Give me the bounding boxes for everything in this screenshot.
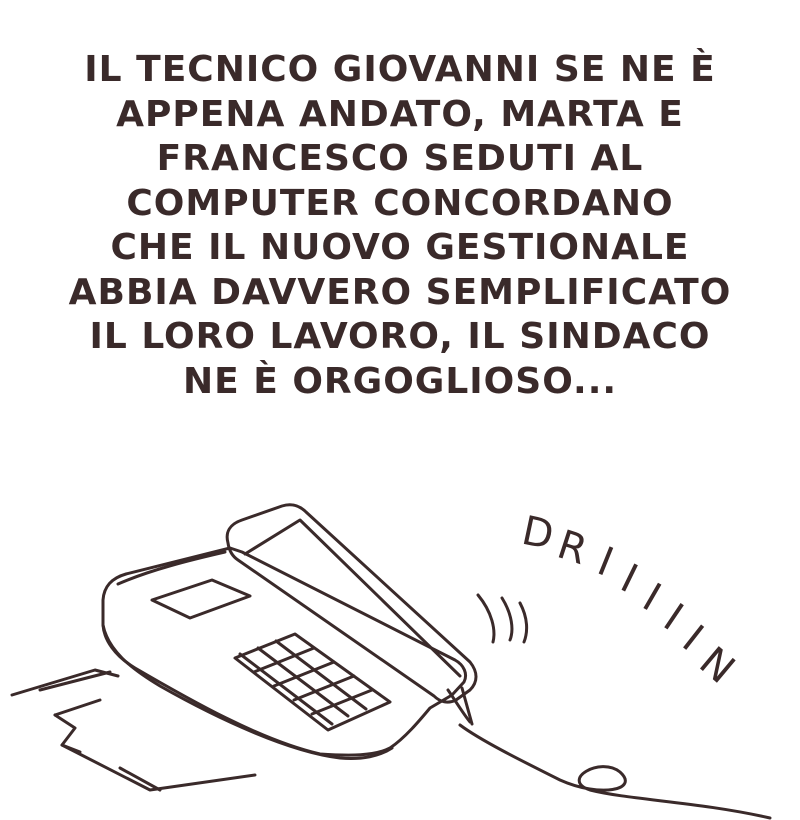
caption-line: ABBIA DAVVERO SEMPLIFICATO [68, 271, 732, 313]
phone-base [103, 548, 466, 759]
sfx-letter: R [551, 521, 593, 575]
caption-line: IL LORO LAVORO, IL SINDACO [89, 316, 711, 357]
phone-cord [448, 688, 770, 818]
vibration-marks [478, 595, 527, 642]
caption-box [40, 48, 760, 404]
caption-line: NE È ORGOGLIOSO... [182, 360, 618, 402]
sfx-letter: I [655, 595, 691, 640]
caption-line: IL TECNICO GIOVANNI SE NE È [84, 49, 716, 90]
sfx-letter: I [673, 616, 712, 661]
caption-line: COMPUTER CONCORDANO [126, 182, 674, 224]
ringing-phone-illustration [0, 480, 800, 820]
sfx-letter: N [690, 638, 744, 693]
sfx-letter: D [517, 507, 558, 560]
sfx-letter: I [591, 538, 620, 586]
sfx-letter: I [635, 574, 669, 621]
caption-line: APPENA ANDATO, MARTA E [116, 93, 684, 135]
caption-line: CHE IL NUOVO GESTIONALE [110, 227, 690, 268]
caption-line: FRANCESCO SEDUTI AL [156, 138, 644, 179]
sfx-letter: I [613, 555, 645, 603]
papers [12, 670, 255, 790]
display-window [152, 580, 250, 618]
sound-effect-driiiiin [518, 508, 743, 693]
